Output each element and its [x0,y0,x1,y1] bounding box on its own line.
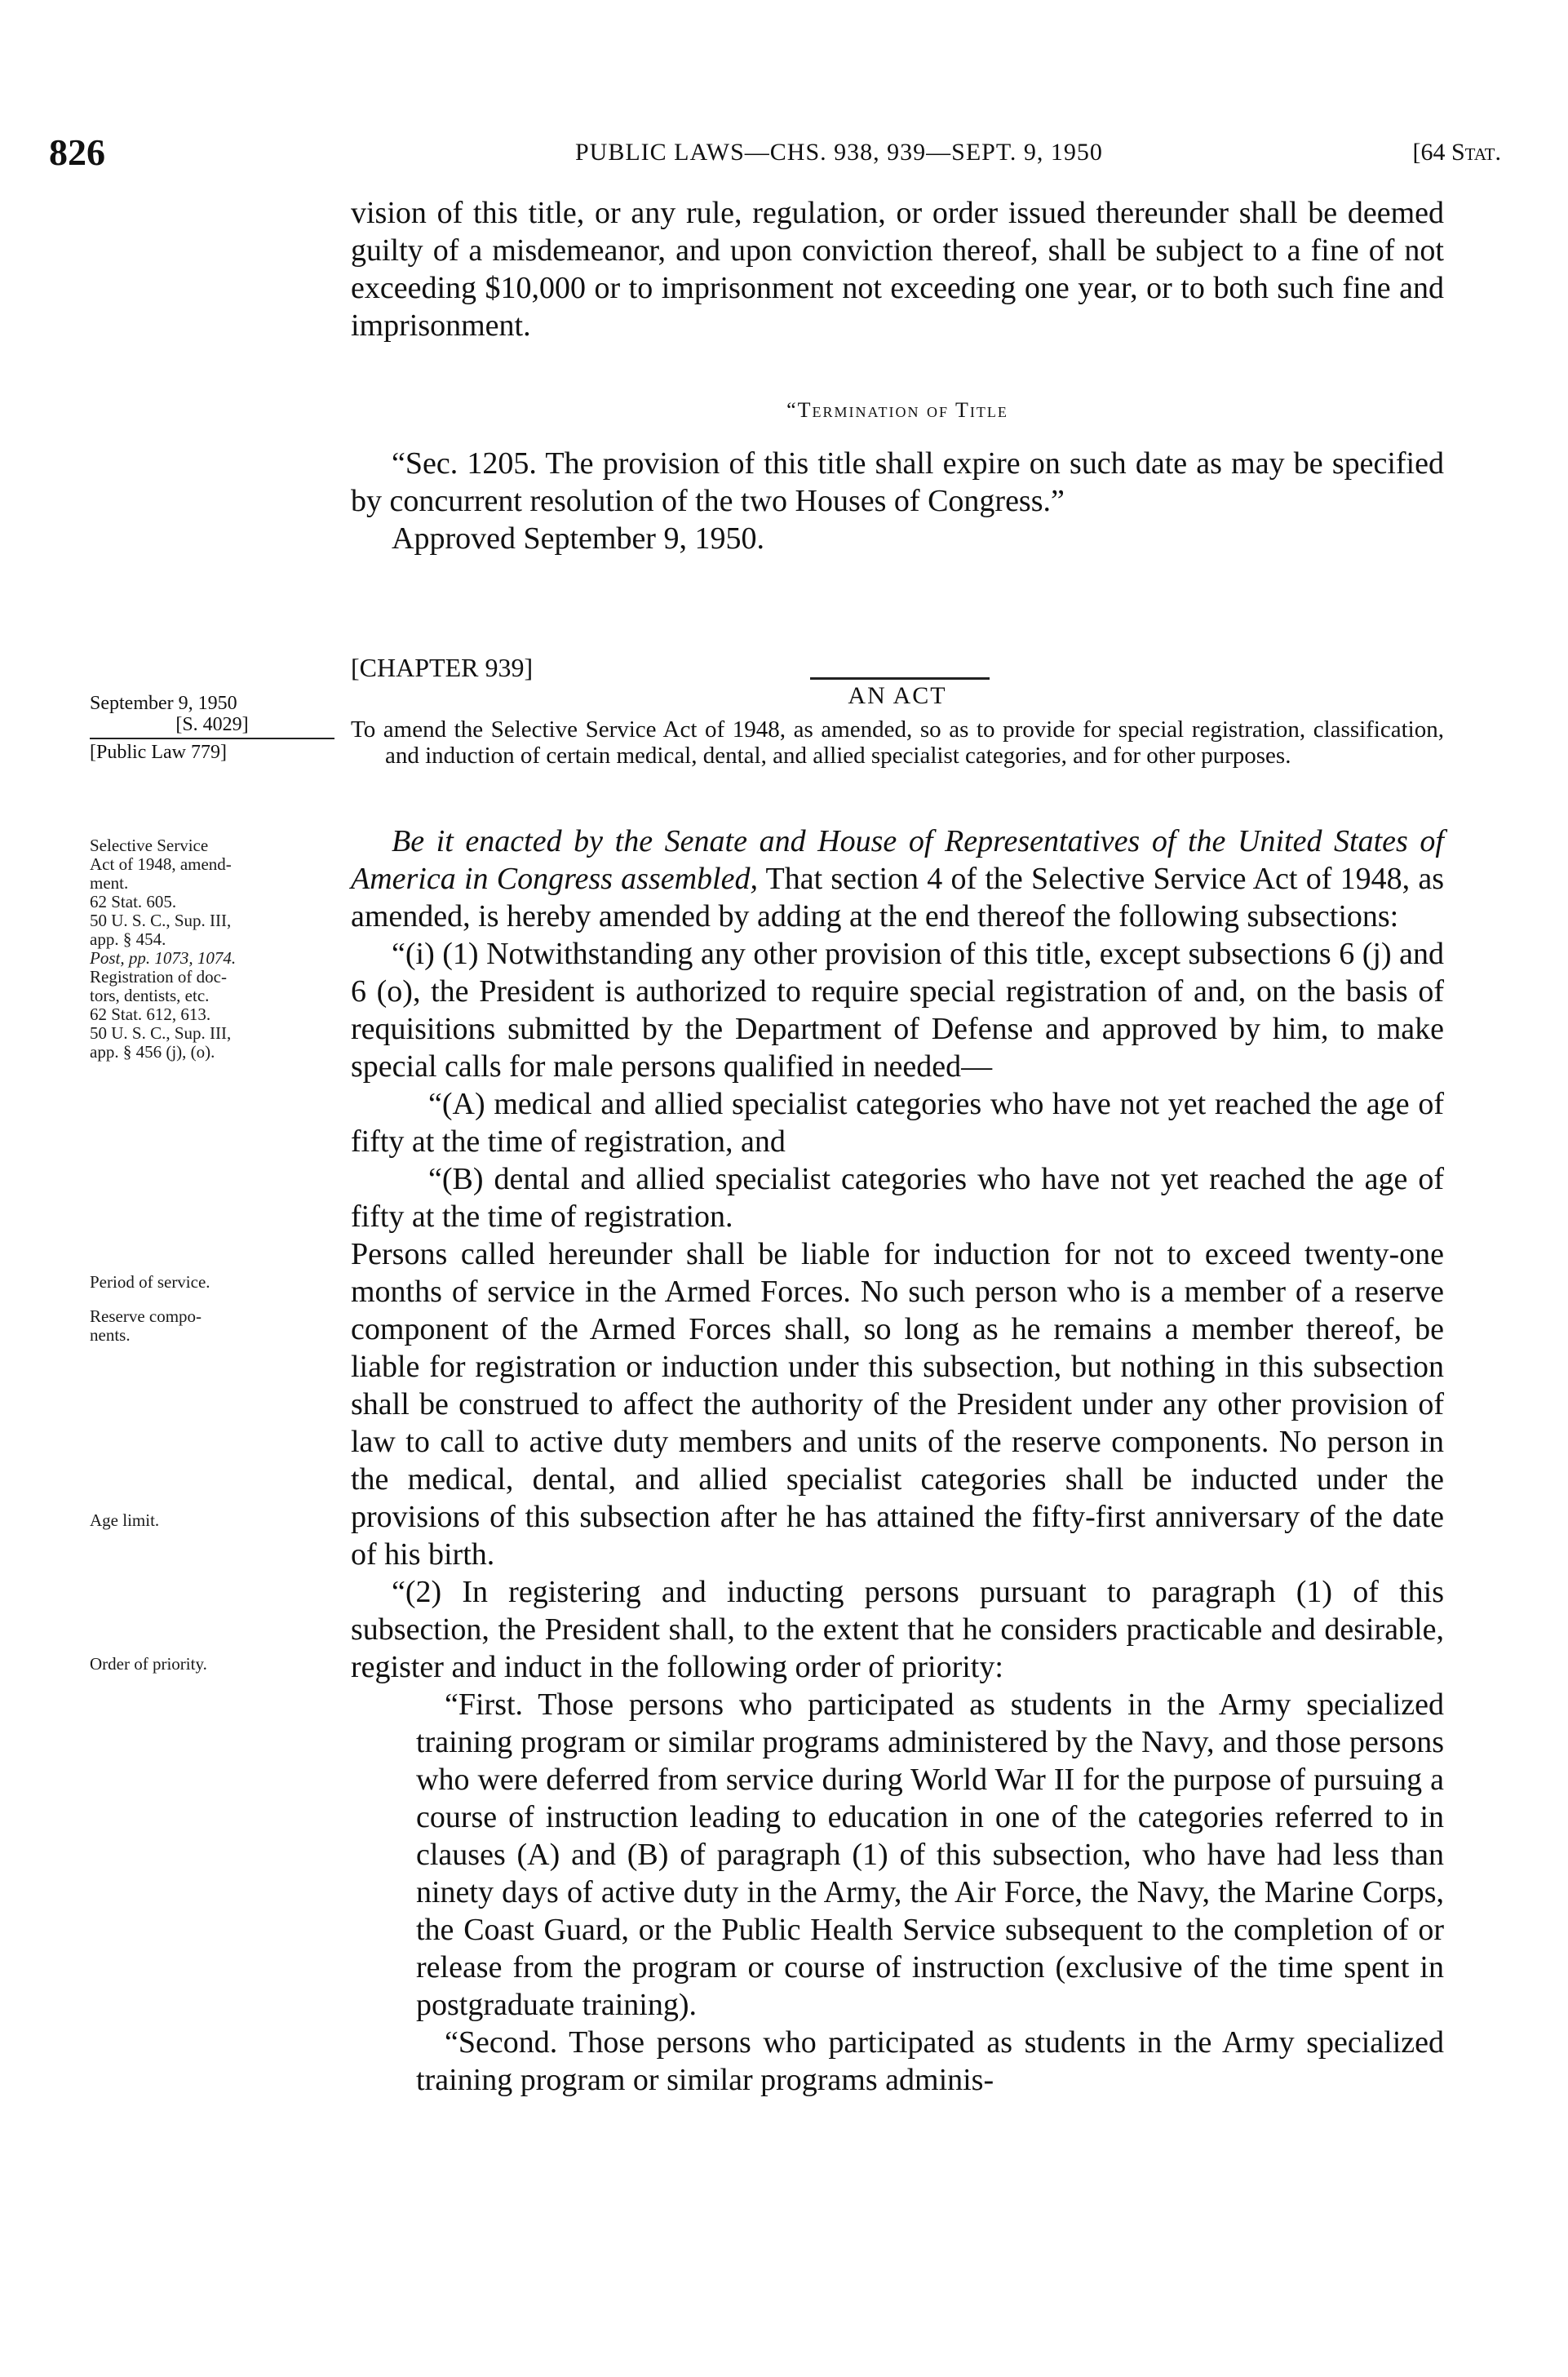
priority-second: “Second. Those persons who participated as students in the Army specialized training program or similar programs adminis- [416,2025,1444,2097]
priority-first: “First. Those persons who participated as students in the Army specialized training program or similar programs administered by the Navy, and those persons who were deferred from service during World War II for the purpose of pursuing a course of instruction leading to education in one of the categories referred to in clauses (A) and (B) of paragraph (1) of this subsection, who have had less than ninety days of active duty in the Army, the Air Force, the Navy, the Marine Corps, the Coast Guard, or the Public Health Service subsequent to the completion of or release from the program or course of instruction (exclusive of the time spent in postgraduate training). [416,1687,1444,2022]
sidenote-line: tors, dentists, etc. [90,986,210,1005]
page-number: 826 [49,131,105,173]
enacting-clause-italic: Be it enacted by the Senate and House of Representatives of the United States of America in Congress assembled, [351,824,1444,896]
act-purpose-text: To amend the Selective Service Act of 1948, as amended, so as to provide for special registration, classification, and induction of certain medical, dental, and allied specialist categories, and for other purposes. [351,716,1444,769]
margin-date: September 9, 1950 [90,693,237,714]
act-purpose [351,716,1444,769]
sidenote-line: app. § 454. [90,929,166,949]
paragraph-i-1: “(i) (1) Notwithstanding any other provision of this title, except subsections 6 (j) and 6 (o), the President is authorized to require special registration of and, on the basis of requisitions submitted by the Department of Defense and approved by him, to make special calls for male persons qualified in needed— [351,937,1444,1084]
chapter-divider-rule [810,677,990,680]
enacting-clause-rest: That section 4 of the Selective Service Act of 1948, as amended, is hereby amended by adding at the end thereof the following subsections: [351,862,1444,934]
continued-paragraph: vision of this title, or any rule, regulation, or order issued thereunder shall be deemed guilty of a misdemeanor, and upon conviction thereof, shall be subject to a fine of not exceeding $10,000 or to imprisonment not exceeding one year, or to both such fine and imprisonment. [351,196,1444,343]
sidenote-line: Registration of doc- [90,967,227,987]
volume-reference: [64 Stat. [1412,139,1501,166]
sidenote-line: 50 U. S. C., Sup. III, [90,1023,232,1043]
sidenote-reserve-components [90,1307,334,1345]
paragraph-2: “(2) In registering and inducting persons pursuant to paragraph (1) of this subsection, the President shall, to the extent that he considers practicable and desirable, register and induct in the following order of priority: [351,1575,1444,1684]
sidenote-line: ment. [90,873,129,893]
sidenote-line: app. § 456 (j), (o). [90,1042,215,1062]
section-1205: “Sec. 1205. The provision of this title shall expire on such date as may be specified by concurrent resolution of the two Houses of Congress.” [351,446,1444,518]
margin-bill-number: [S. 4029] [175,714,249,735]
sidenote-period-of-service: Period of service. [90,1272,210,1292]
clause-a: “(A) medical and allied specialist categories who have not yet reached the age of fifty at the time of registration, and [351,1087,1444,1159]
sidenote-line: 62 Stat. 605. [90,892,177,911]
running-header [49,131,1501,180]
chapter-number: [CHAPTER 939] [351,653,534,682]
enacting-clause [351,823,1444,935]
running-title: PUBLIC LAWS—CHS. 938, 939—SEPT. 9, 1950 [575,139,1103,166]
margin-rule [90,738,334,739]
sidenote-order-of-priority: Order of priority. [90,1654,207,1674]
approved-date: Approved September 9, 1950. [392,521,764,556]
termination-heading: “Termination of Title [786,398,1008,422]
an-act-heading: AN ACT [848,682,947,709]
continued-text-block [351,194,1444,344]
sidenote-line: Reserve compo- [90,1306,202,1326]
sidenote-line: nents. [90,1325,131,1345]
sidenote-line: 62 Stat. 612, 613. [90,1004,211,1024]
persons-called-paragraph: Persons called hereunder shall be liable for induction for not to exceed twenty-one months of service in the Armed Forces. No such person who is a member of a reserve component of the Armed Forces shall, so long as he remains a member thereof, be liable for registration or induction under this subsection, but nothing in this subsection shall be construed to affect the authority of the President under any other provision of law to call to active duty members and units of the reserve components. No person in the medical, dental, and allied specialist categories shall be inducted under the provisions of this subsection after he has attained the fifty-first anniversary of the date of his birth. [351,1237,1444,1572]
act-body [351,823,1444,2099]
sidenote-line: 50 U. S. C., Sup. III, [90,911,232,930]
sidenote-selective-service [90,836,334,1062]
section-1205-block [351,445,1444,557]
sidenote-line: Selective Service [90,836,209,855]
margin-public-law: [Public Law 779] [90,742,227,763]
sidenote-line: Act of 1948, amend- [90,854,232,874]
sidenote-post-reference: Post, pp. 1073, 1074. [90,948,237,968]
clause-b: “(B) dental and allied specialist categories who have not yet reached the age of fifty at the time of registration. [351,1162,1444,1234]
sidenote-age-limit: Age limit. [90,1510,160,1530]
